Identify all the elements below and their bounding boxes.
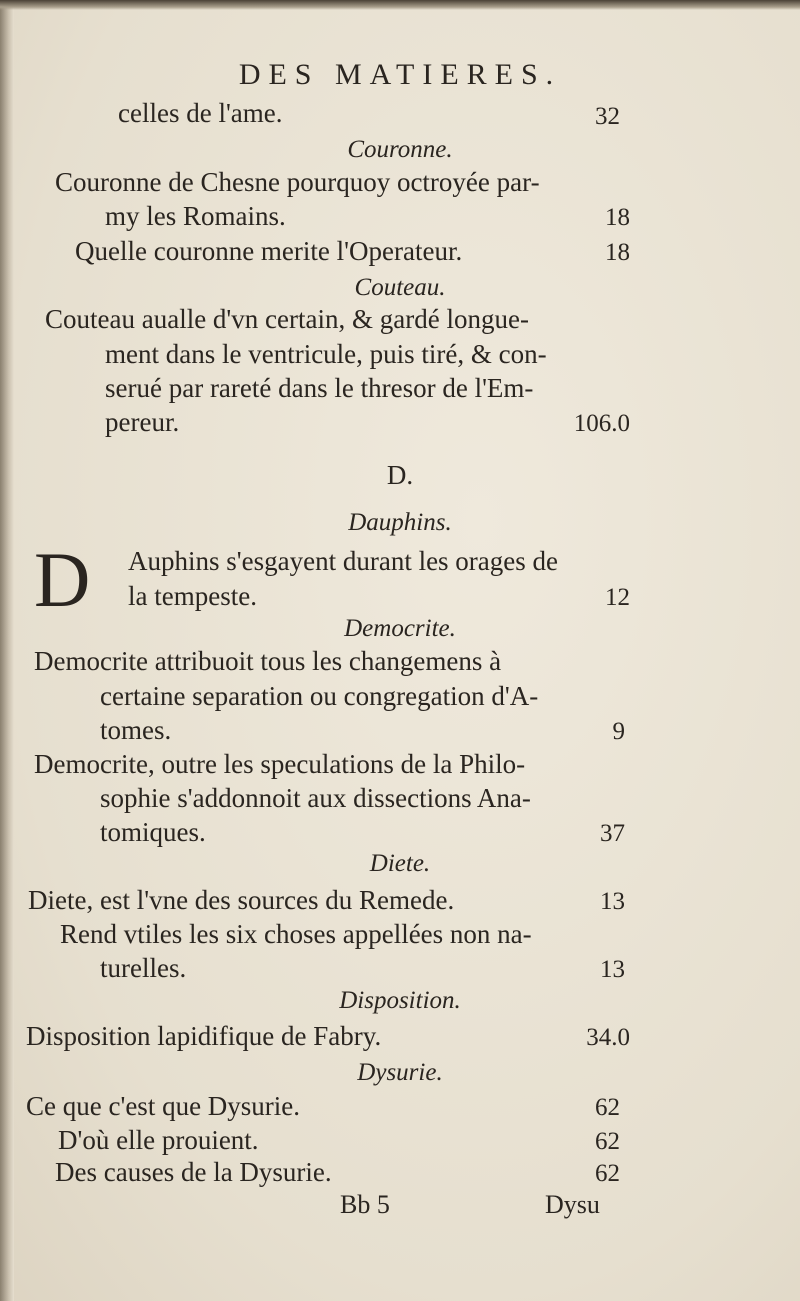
entry-text: Democrite attribuoit tous les changemens à bbox=[34, 646, 502, 676]
entry-text: Democrite, outre les speculations de la Philo- bbox=[34, 749, 526, 779]
entry-text: pereur. bbox=[105, 407, 180, 437]
entry-text: Disposition lapidifique de Fabry. bbox=[26, 1021, 382, 1051]
running-head: DES MATIERES. bbox=[238, 58, 562, 91]
entry-page: 62 bbox=[595, 1160, 620, 1187]
section-letter: D. bbox=[386, 460, 414, 490]
entry-page: 34.0 bbox=[586, 1024, 630, 1051]
entry-text: tomes. bbox=[100, 715, 172, 745]
catchword: Dysu bbox=[545, 1190, 600, 1219]
entry-page: 18 bbox=[605, 204, 630, 231]
drop-cap: D bbox=[34, 536, 91, 623]
entry-text: turelles. bbox=[100, 953, 187, 983]
heading-dauphins: Dauphins. bbox=[348, 509, 452, 536]
signature-mark: Bb 5 bbox=[340, 1190, 390, 1219]
entry-text: Rend vtiles les six choses appellées non na- bbox=[60, 919, 532, 949]
entry-text: Des causes de la Dysurie. bbox=[55, 1157, 332, 1187]
entry-text: D'où elle prouient. bbox=[58, 1125, 259, 1155]
entry-text: Diete, est l'vne des sources du Remede. bbox=[28, 885, 455, 915]
entry-text: certaine separation ou congregation d'A- bbox=[100, 681, 539, 711]
entry-page: 37 bbox=[600, 820, 625, 847]
entry-page: 13 bbox=[600, 956, 625, 983]
entry-text: Quelle couronne merite l'Operateur. bbox=[75, 236, 463, 266]
entry-text: Couronne de Chesne pourquoy octroyée par- bbox=[55, 167, 540, 197]
entry-text: la tempeste. bbox=[128, 581, 257, 611]
heading-disposition: Disposition. bbox=[339, 987, 461, 1014]
heading-couteau: Couteau. bbox=[354, 274, 446, 301]
heading-dysurie: Dysurie. bbox=[357, 1059, 443, 1086]
entry-text: Ce que c'est que Dysurie. bbox=[26, 1091, 301, 1121]
entry-text: tomiques. bbox=[100, 817, 206, 847]
entry-page: 13 bbox=[600, 888, 625, 915]
entry-text: serué par rareté dans le thresor de l'Em- bbox=[105, 373, 534, 403]
entry-page: 106.0 bbox=[573, 410, 630, 437]
entry-page: 32 bbox=[595, 103, 620, 130]
entry-page: 62 bbox=[595, 1094, 620, 1121]
entry-text: my les Romains. bbox=[105, 201, 286, 231]
entry-text: Auphins s'esgayent durant les orages de bbox=[128, 546, 559, 576]
heading-couronne: Couronne. bbox=[347, 136, 453, 163]
entry-text: sophie s'addonnoit aux dissections Ana- bbox=[100, 783, 531, 813]
entry-text: ment dans le ventricule, puis tiré, & con- bbox=[105, 339, 547, 369]
heading-diete: Diete. bbox=[369, 850, 431, 877]
entry-page: 18 bbox=[605, 239, 630, 266]
entry-page: 9 bbox=[612, 718, 625, 745]
entry-page: 12 bbox=[605, 584, 630, 611]
entry-text: Couteau aualle d'vn certain, & gardé longue- bbox=[45, 304, 529, 334]
heading-democrite: Democrite. bbox=[344, 615, 456, 642]
entry-text: celles de l'ame. bbox=[118, 98, 283, 128]
entry-page: 62 bbox=[595, 1128, 620, 1155]
